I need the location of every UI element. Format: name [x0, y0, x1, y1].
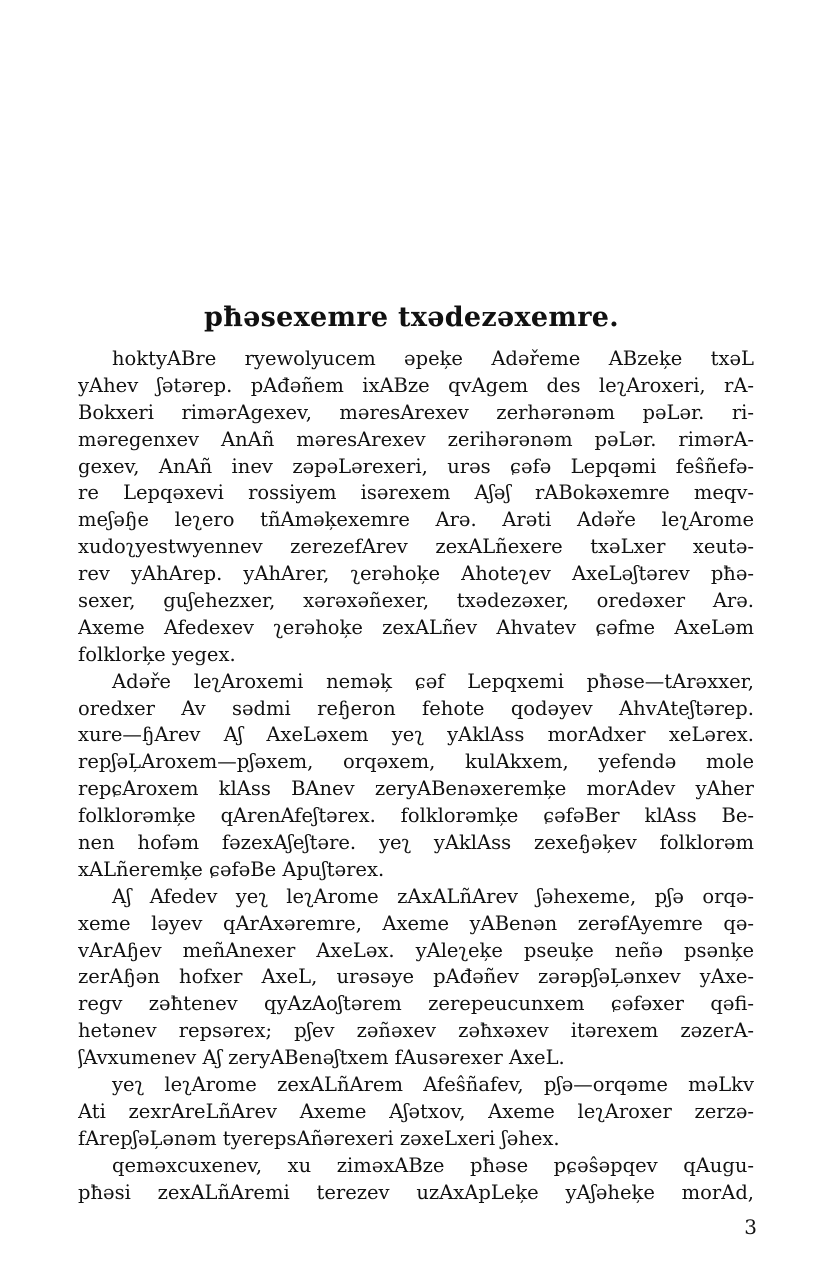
- text-line: re Lepqəxevi rossiyem isərexem Aʃəʃ rABokəxemre meqv-: [78, 481, 754, 505]
- text-line: sexer, guʃehezxer, xərəxəñexer, txədezəxer, oredəxer Arə.: [78, 589, 754, 613]
- body-text: [78, 346, 754, 1207]
- text-line: xALñeremķe ɕəfəBe Apuʃtərex.: [78, 857, 385, 881]
- text-line: regv zəħtenev qyAzAoʃtərem zerepeucunxem ɕəfəxer qəfi-: [78, 992, 754, 1016]
- text-line: Bokxeri rimərAgexev, məresArexev zerhərənəm pəLər. ri-: [78, 400, 754, 424]
- text-line: fArepʃəĻənəm tyerepsAñərexeri zəxeLxeri ʃəhex.: [78, 1126, 560, 1150]
- text-line: məregenxev AnAñ məresArexev zerihərənəm pəLər. rimərA-: [78, 427, 754, 451]
- text-line: xure—ɧArev Aʃ AxeLəxem yeʅ yAklAss morAdxer xeLərex.: [78, 723, 754, 747]
- text-line: ʃAvxumenev Aʃ zeryABenəʃtxem fAusərexer AxeL.: [78, 1046, 565, 1070]
- text-line: pħəsi zexALñAremi terezev uzAxApLeķe yAʃəheķe morAd,: [78, 1180, 754, 1204]
- text-line: Ati zexrAreLñArev Axeme Aʃətxov, Axeme leʅAroxer zerzə-: [78, 1099, 754, 1123]
- page-title: pħəsexemre txədezəxemre.: [204, 302, 619, 333]
- text-line: oredxer Av sədmi reɧeron fehote qodəyev AhvAteʃtərep.: [78, 696, 754, 720]
- text-line: folklorəmķe qArenAfeʃtərex. folklorəmķe ɕəfəBer klAss Be-: [78, 804, 754, 828]
- text-line: folklorķe yegex.: [78, 642, 236, 666]
- text-line: xudoʅyestwyennev zerezefArev zexALñexere txəLxer xeutə-: [78, 535, 754, 559]
- text-line: Adəře leʅAroxemi neməķ ɕəf Lepqxemi pħəse—tArəxxer,: [112, 669, 754, 693]
- text-line: meʃəɧe leʅero tñAməķexemre Arə. Arəti Adəře leʅArome: [78, 508, 754, 532]
- text-line: repʃəĻAroxem—pʃəxem, orqəxem, kulAkxem, yefendə mole: [78, 750, 754, 774]
- text-line: Aʃ Afedev yeʅ leʅArome zAxALñArev ʃəhexeme, pʃə orqə-: [112, 884, 754, 908]
- text-line: Axeme Afedexev ʅerəhoķe zexALñev Ahvatev ɕəfme AxeLəm: [78, 615, 754, 639]
- text-line: hetənev repsərex; pʃev zəñəxev zəħxəxev itərexem zəzerA-: [78, 1019, 754, 1043]
- text-line: xeme ləyev qArAxəremre, Axeme yABenən zerəfAyemre qə-: [78, 911, 754, 935]
- text-line: vArAɧev meñAnexer AxeLəx. yAleʅeķe pseuķe neñə psənķe: [78, 938, 754, 962]
- text-line: gexev, AnAñ inev zəpəLərexeri, urəs ɕəfə Lepqəmi feŝñefə-: [78, 454, 754, 478]
- text-line: yAhev ʃətərep. pAđəñem ixABze qvAgem des leʅAroxeri, rA-: [78, 373, 754, 397]
- text-line: zerAɧən hofxer AxeL, urəsəye pAđəñev zərəpʃəĻənxev yAxe-: [78, 965, 754, 989]
- text-line: nen hofəm fəzexAʃeʃtəre. yeʅ yAklAss zexeɧəķev folklorəm: [78, 831, 754, 855]
- text-line: repɕAroxem klAss BAnev zeryABenəxeremķe morAdev yAher: [78, 777, 754, 801]
- text-line: rev yAhArep. yAhArer, ʅerəhoķe Ahoteʅev AxeLəʃtərev pħə-: [78, 562, 754, 586]
- text-line: hoktyABre ryewolyucem əpeķe Adəřeme ABzeķe txəL: [112, 347, 754, 370]
- text-line: qeməxcuxenev, xu ziməxABze pħəse pɕəŝəpqev qAugu-: [112, 1153, 754, 1177]
- page-number: 3: [744, 1215, 757, 1239]
- text-line: yeʅ leʅArome zexALñArem Afeŝñafev, pʃə—orqəme məLkv: [112, 1073, 754, 1097]
